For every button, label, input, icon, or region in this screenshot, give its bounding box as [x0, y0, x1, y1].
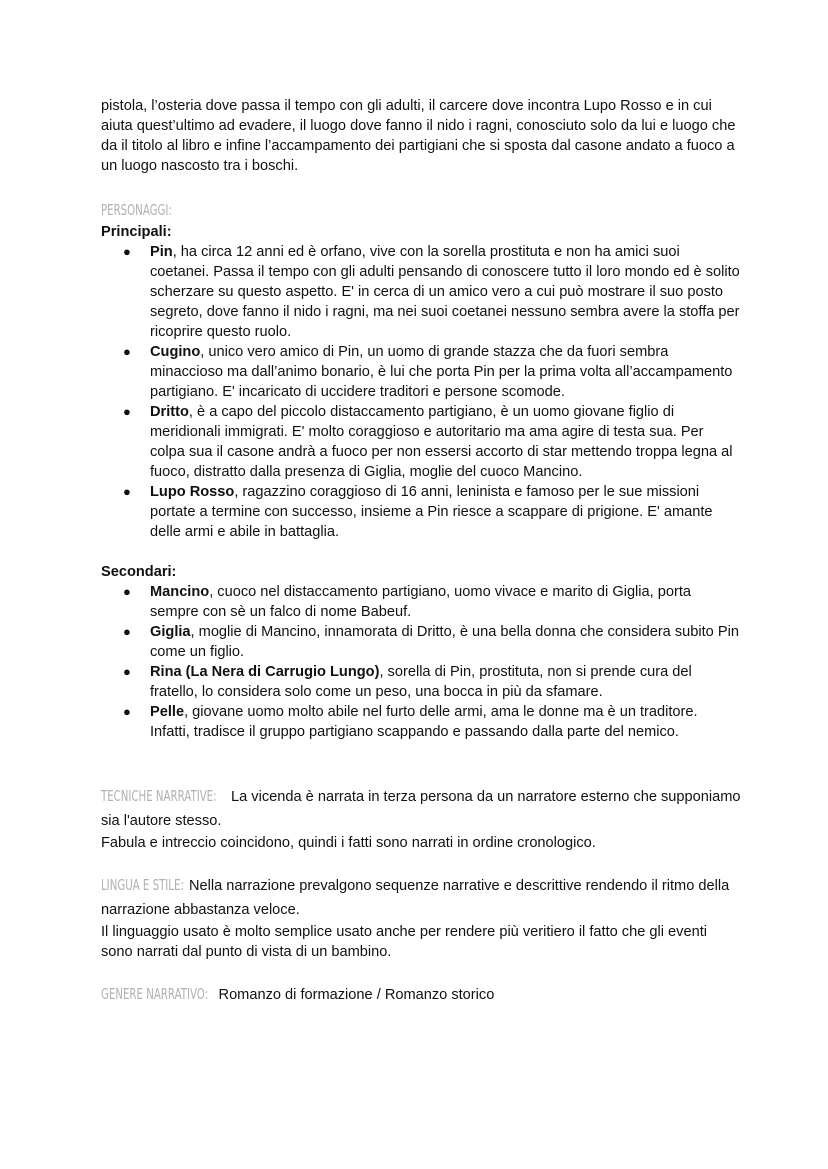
character-description: , giovane uomo molto abile nel furto delle armi, ama le donne ma è un traditore. Infatti, tradisce il gruppo partigiano scappando e passando dalla parte del nemico.: [150, 704, 698, 740]
list-item: [123, 702, 741, 742]
character-name: Dritto: [150, 404, 189, 420]
personaggi-heading-row: [101, 198, 741, 222]
character-description: , ragazzino coraggioso di 16 anni, leninista e famoso per le sue missioni portate a termine con successo, insieme a Pin riesce a scappare di prigione. E' amante delle armi e abile in battaglia.: [150, 484, 713, 540]
list-item: [123, 622, 741, 662]
spacer: [101, 853, 741, 873]
secondari-list: [101, 582, 741, 742]
tecniche-heading: TECNICHE NARRATIVE:: [101, 787, 217, 805]
bullet-icon: ●: [123, 344, 131, 359]
list-item: [123, 582, 741, 622]
character-name: Giglia: [150, 624, 191, 640]
character-name: Pin: [150, 244, 173, 260]
bullet-icon: ●: [123, 244, 131, 259]
intro-paragraph: pistola, l’osteria dove passa il tempo con gli adulti, il carcere dove incontra Lupo Rosso e in cui aiuta quest’ultimo ad evadere, il luogo dove fanno il nido i ragni, conosciuto solo da lui e luogo che da il titolo al libro e infine l’accampamento dei partigiani che si sposta dal casone andato a fuoco a un luogo nascosto tra i boschi.: [101, 98, 736, 174]
spacer: [101, 542, 741, 562]
character-name: Cugino: [150, 344, 201, 360]
character-name: Mancino: [150, 584, 210, 600]
character-description: , unico vero amico di Pin, un uomo di grande stazza che da fuori sembra minaccioso ma dall’animo bonario, è lui che porta Pin per la prima volta all’accampamento partigiano. E' incaricato di uccidere traditori e persone scomode.: [150, 344, 733, 400]
personaggi-heading: PERSONAGGI:: [101, 201, 172, 219]
bullet-icon: ●: [123, 404, 131, 419]
genere-heading: GENERE NARRATIVO:: [101, 985, 209, 1003]
character-description: , è a capo del piccolo distaccamento partigiano, è un uomo giovane figlio di meridionali immigrati. E' molto coraggioso e autoritario ma ama agire di testa sua. Per colpa sua il casone andrà a fuoco per non essersi accorto di star mettendo troppa legna al fuoco, distratto dalla presenza di Giglia, moglie del cuoco Mancino.: [150, 404, 733, 480]
lingua-text-1: Nella narrazione prevalgono sequenze narrative e descrittive rendendo il ritmo della narrazione abbastanza veloce.: [101, 878, 730, 918]
spacer: [101, 962, 741, 982]
lingua-text-2: Il linguaggio usato è molto semplice usato anche per rendere più veritiero il fatto che gli eventi sono narrati dal punto di vista di un bambino.: [101, 924, 707, 960]
bullet-icon: ●: [123, 484, 131, 499]
bullet-icon: ●: [123, 624, 131, 639]
list-item: [123, 242, 741, 342]
list-item: [123, 342, 741, 402]
list-item: [123, 482, 741, 542]
tecniche-section: [101, 784, 741, 853]
tecniche-text-1: La vicenda è narrata in terza persona da un narratore esterno che supponiamo sia l'autore stesso.: [101, 789, 741, 829]
principali-list: [101, 242, 741, 542]
genere-section: [101, 982, 741, 1007]
character-name: Lupo Rosso: [150, 484, 235, 500]
bullet-icon: ●: [123, 704, 131, 719]
spacer: [101, 742, 741, 784]
character-description: , moglie di Mancino, innamorata di Dritto, è una bella donna che considera subito Pin come un figlio.: [150, 624, 739, 660]
genere-paragraph: [101, 982, 741, 1007]
list-item: [123, 662, 741, 702]
lingua-heading: LINGUA E STILE:: [101, 876, 184, 894]
character-description: , ha circa 12 anni ed è orfano, vive con la sorella prostituta e non ha amici suoi coetanei. Passa il tempo con gli adulti pensando di conoscere tutto il loro mondo ed è solito scherzare su questo aspetto. E' in cerca di un amico vero a cui può mostrare il suo posto segreto, dove fanno il nido i ragni, ma nei suoi coetanei nessuno sembra avere la stoffa per ricoprire questo ruolo.: [150, 244, 740, 340]
bullet-icon: ●: [123, 664, 131, 679]
character-name: Pelle: [150, 704, 185, 720]
character-description: , cuoco nel distaccamento partigiano, uomo vivace e marito di Giglia, porta sempre con sè un falco di nome Babeuf.: [150, 584, 692, 620]
principali-label: Principali:: [101, 224, 172, 240]
lingua-paragraph: [101, 873, 741, 922]
character-name: Rina (La Nera di Carrugio Lungo): [150, 664, 380, 680]
genere-text: Romanzo di formazione / Romanzo storico: [218, 987, 495, 1003]
lingua-section: [101, 873, 741, 962]
list-item: [123, 402, 741, 482]
tecniche-text-2: Fabula e intreccio coincidono, quindi i fatti sono narrati in ordine cronologico.: [101, 835, 596, 851]
tecniche-paragraph: [101, 784, 741, 833]
secondari-label: Secondari:: [101, 564, 177, 580]
bullet-icon: ●: [123, 584, 131, 599]
character-description: , sorella di Pin, prostituta, non si prende cura del fratello, lo considera solo come un peso, una bocca in più da sfamare.: [150, 664, 692, 700]
document-page: [101, 96, 741, 1007]
